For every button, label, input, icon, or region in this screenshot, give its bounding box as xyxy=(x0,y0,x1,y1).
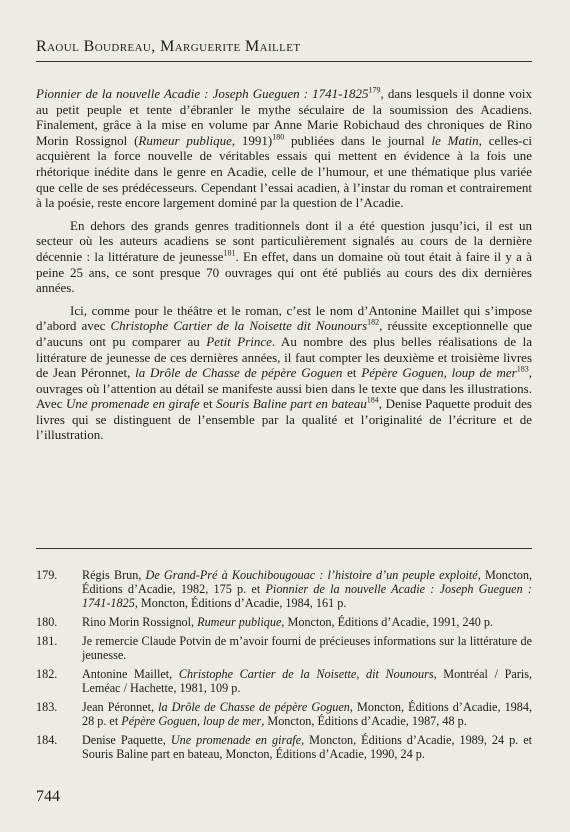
text-run: , Moncton, Éditions d’Acadie, 1984, 161 p. xyxy=(134,596,347,610)
running-header: Raoul Boudreau, Marguerite Maillet xyxy=(36,38,532,62)
italic-title: De Grand-Pré à Kouchibougouac : l’histoire d’un peuple exploité xyxy=(145,568,478,582)
footnote-text xyxy=(82,700,532,728)
text-run: , dans lesquels il donne voix au petit peuple et tente d’ébranler le mythe séculaire de la soumission des Acadiens. Finalement, grâce à la mise en volume par Anne Marie Robichaud des chroniques de Rino Morin Rossignol ( xyxy=(36,86,532,148)
italic-title: Pépère Goguen, loup de mer xyxy=(121,714,262,728)
italic-title: Christophe Cartier de la Noisette, dit Nounours xyxy=(178,667,434,681)
footnote-182 xyxy=(36,667,532,695)
text-run: , celles-ci acquièrent la force nouvelle de véritables essais qui mettent en évidence à la fois une rhétorique inédite dans le genre en Acadie, celle de l’humour, et une thématique plus variée que celle de ses prédécesseurs. Cependant l’essai acadien, à l’instar du roman et contrairement à la poésie, reste encore largement dominé par la question de l’Acadie. xyxy=(36,132,533,211)
footnote-number: 180. xyxy=(36,615,58,629)
footnotes xyxy=(36,568,532,766)
text-run: . Au nombre des plus belles réalisations de la littérature de jeunesse de ces dernières années, il faut compter les deuxième et troisième livres de Jean Péronnet, xyxy=(36,333,533,381)
body-text xyxy=(36,86,532,450)
text-run: , Moncton, Éditions d’Acadie, 1984, 28 p. et xyxy=(82,700,532,728)
footnote-reference: 183 xyxy=(516,364,529,374)
text-run: , Denise Paquette produit des livres qui se distinguent de l’ensemble par la qualité et l’originalité de l’écriture et de l’illustration. xyxy=(36,396,532,443)
footnote-181 xyxy=(36,634,532,662)
text-run: . En effet, dans un domaine où tout était à faire il y a à peine 25 ans, ce sont presque 70 ouvrages qui ont été publiés au cours des dix dernières années. xyxy=(36,248,532,296)
text-run: , Montréal / Paris, Leméac / Hachette, 1981, 109 p. xyxy=(82,667,532,695)
text-run: et xyxy=(199,396,217,412)
footnote-179 xyxy=(36,568,532,610)
italic-title: Rumeur publique xyxy=(197,615,282,629)
text-run: Rino Morin Rossignol, xyxy=(82,615,198,629)
footnote-separator xyxy=(36,548,532,549)
footnote-number: 182. xyxy=(36,667,58,681)
italic-title: Souris Baline part en bateau xyxy=(216,396,367,412)
paragraph-2 xyxy=(36,218,532,296)
footnote-183 xyxy=(36,700,532,728)
italic-title: Christophe Cartier de la Noisette dit Nounours xyxy=(110,318,368,334)
footnote-reference: 184 xyxy=(366,395,379,405)
footnote-number: 181. xyxy=(36,634,58,648)
italic-title: le Matin xyxy=(431,132,479,148)
text-run: et xyxy=(342,365,362,381)
text-run: , réussite exceptionnelle que d’aucuns ont pu comparer au xyxy=(36,318,532,349)
text-run: Jean Péronnet, xyxy=(82,700,159,714)
text-run: , Moncton, Éditions d’Acadie, 1991, 240 p. xyxy=(281,615,493,629)
footnote-reference: 180 xyxy=(272,132,285,142)
text-run: Régis Brun, xyxy=(82,568,146,582)
footnote-text xyxy=(82,634,532,662)
text-run: , Moncton, Éditions d’Acadie, 1987, 48 p. xyxy=(261,714,467,728)
text-run: publiées dans le journal xyxy=(284,132,432,148)
italic-title: Pionnier de la nouvelle Acadie : Joseph Gueguen : 1741-1825 xyxy=(82,582,532,610)
footnote-text xyxy=(82,733,532,761)
paragraph-1 xyxy=(36,86,532,211)
text-run: , Moncton, Éditions d’Acadie, 1989, 24 p. et Souris Baline part en bateau, Moncton, Éditions d’Acadie, 1990, 24 p. xyxy=(82,733,533,761)
italic-title: Petit Prince xyxy=(206,333,272,349)
footnote-reference: 181 xyxy=(223,248,236,258)
paragraph-3 xyxy=(36,303,532,443)
footnote-reference: 182 xyxy=(367,317,380,327)
page-number: 744 xyxy=(36,788,60,805)
text-run: , Moncton, Éditions d’Acadie, 1982, 175 p. et xyxy=(82,568,532,596)
italic-title: la Drôle de Chasse de pépère Goguen xyxy=(158,700,350,714)
text-run: En dehors des grands genres traditionnels dont il a été question jusqu’ici, il est un secteur où les auteurs acadiens se sont particulièrement signalés au cours de la dernière décennie : la littérature de jeunesse xyxy=(36,217,532,264)
italic-title: la Drôle de Chasse de pépère Goguen xyxy=(135,365,343,381)
text-run: Je remercie Claude Potvin de m’avoir fourni de précieuses informations sur la littérature de jeunesse. xyxy=(82,634,532,662)
italic-title: Une promenade en girafe xyxy=(66,396,200,412)
italic-title: Pionnier de la nouvelle Acadie : Joseph Gueguen : 1741-1825 xyxy=(36,86,369,101)
italic-title: Pépère Goguen, loup de mer xyxy=(361,365,517,381)
footnote-184 xyxy=(36,733,532,761)
footnote-text xyxy=(82,667,532,695)
italic-title: Une promenade en girafe xyxy=(170,733,302,747)
text-run: Denise Paquette, xyxy=(82,733,171,747)
text-run: , 1991) xyxy=(231,132,273,148)
footnote-number: 184. xyxy=(36,733,58,747)
footnote-text xyxy=(82,615,532,629)
italic-title: Rumeur publique xyxy=(138,132,232,148)
text-run: , ouvrages où l’attention au détail se manifeste aussi bien dans le texte que dans les illustrations. Avec xyxy=(36,365,532,412)
footnote-number: 183. xyxy=(36,700,58,714)
text-run: Ici, comme pour le théâtre et le roman, c’est le nom d’Antonine Maillet qui s’impose d’abord avec xyxy=(36,302,532,334)
footnote-number: 179. xyxy=(36,568,58,582)
footnote-180 xyxy=(36,615,532,629)
text-run: Antonine Maillet, xyxy=(82,667,179,681)
footnote-reference: 179 xyxy=(368,85,381,95)
footnote-text xyxy=(82,568,532,610)
